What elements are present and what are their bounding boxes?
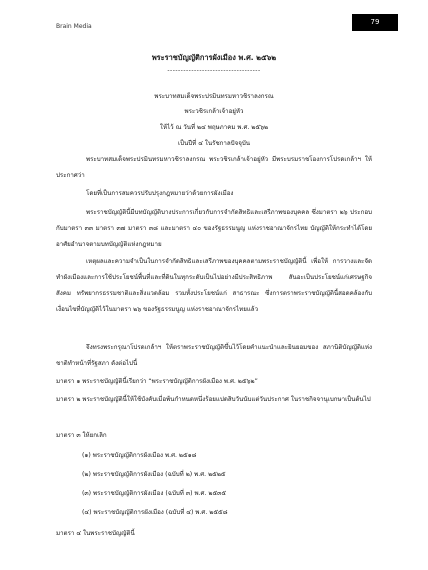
- section-3-item: (๒) พระราชบัญญัติการผังเมือง (ฉบับที่ ๒) พ.ศ. ๒๕๒๕: [82, 471, 226, 478]
- page-number-badge: 79: [352, 14, 398, 31]
- section-3-item: (๔) พระราชบัญญัติการผังเมือง (ฉบับที่ ๔) พ.ศ. ๒๕๕๘: [82, 509, 228, 516]
- header-brand: Brain Media: [56, 23, 92, 30]
- paragraph-rights-limitation: พระราชบัญญัตินี้มีบทบัญญัติบางประการเกี่ยวกับการจำกัดสิทธิและเสรีภาพของบุคคล ซึ่งมาตรา ๒๖ ประกอบกับมาตรา ๓๓ มาตรา ๓๗ มาตรา ๓๘ และมาตรา ๔๐ ของรัฐธรรมนูญ แห่งราชอาณาจักรไทย บัญญัติให้กระทำได้โดยอาศัยอำนาจตามบทบัญญัติแห่งกฎหมาย: [56, 209, 372, 248]
- preamble-line-3: ให้ไว้ ณ วันที่ ๒๔ พฤษภาคม พ.ศ. ๒๕๖๒: [159, 124, 269, 131]
- section-3: มาตรา ๓ ให้ยกเลิก: [56, 432, 107, 439]
- section-3-item: (๑) พระราชบัญญัติการผังเมือง พ.ศ. ๒๕๑๘: [82, 452, 197, 459]
- section-3-item: (๓) พระราชบัญญัติการผังเมือง (ฉบับที่ ๓) พ.ศ. ๒๕๓๕: [82, 490, 227, 497]
- preamble-line-4: เป็นปีที่ ๔ ในรัชกาลปัจจุบัน: [177, 140, 251, 147]
- preamble-line-1: พระบาทสมเด็จพระปรมินทรมหาวชิราลงกรณ: [154, 93, 274, 100]
- paragraph-reasons: เหตุผลและความจำเป็นในการจำกัดสิทธิและเสรีภาพของบุคคลตามพระราชบัญญัตินี้ เพื่อให้ การวางและจัดทำผังเมืองและการใช้ประโยชน์พื้นที่และที่ดินในทุกระดับเป็นไปอย่างมีประสิทธิภาพ สันอะเป็นประโยชน์แก่เศรษฐกิจ สังคม ทรัพยากรธรรมชาติและสิ่งแวดล้อม รวมทั้งประโยชน์แก่ สาธารณะ ซึ่งการตราพระราชบัญญัตินี้สอดคล้องกับเงื่อนไขที่บัญญัติไว้ในมาตรา ๒๖ ของรัฐธรรมนูญ แห่งราชอาณาจักรไทยแล้ว: [56, 258, 372, 313]
- section-2: มาตรา ๒ พระราชบัญญัตินี้ให้ใช้บังคับเมื่อพ้นกำหนดหนึ่งร้อยแปดสิบวันนับแต่วันประกาศ ในราชกิจจานุเบกษาเป็นต้นไป: [56, 396, 371, 403]
- section-4: มาตรา ๔ ในพระราชบัญญัตินี้: [56, 530, 135, 537]
- preamble-line-2: พระวชิรเกล้าเจ้าอยู่หัว: [184, 108, 244, 115]
- paragraph-enactment: จึงทรงพระกรุณาโปรดเกล้าฯ ให้ตราพระราชบัญญัติขึ้นไว้โดยคำแนะนำและยินยอมของ สภานิติบัญญัติแห่งชาติทำหน้าที่รัฐสภา ดังต่อไปนี้: [56, 344, 372, 367]
- section-1: มาตรา ๑ พระราชบัญญัตินี้เรียกว่า “พระราชบัญญัติการผังเมือง พ.ศ. ๒๕๖๒”: [56, 378, 258, 385]
- paragraph-proclamation: พระบาทสมเด็จพระปรมินทรมหาวชิราลงกรณ พระวชิรเกล้าเจ้าอยู่หัว มีพระบรมราชโองการโปรดเกล้าฯ ให้ประกาศว่า: [56, 156, 372, 179]
- paragraph-rationale: โดยที่เป็นการสมควรปรับปรุงกฎหมายว่าด้วยการผังเมือง: [86, 190, 234, 197]
- document-title: พระราชบัญญัติการผังเมือง พ.ศ. ๒๕๖๒: [151, 53, 277, 62]
- title-divider: -----------------------------------: [167, 67, 261, 74]
